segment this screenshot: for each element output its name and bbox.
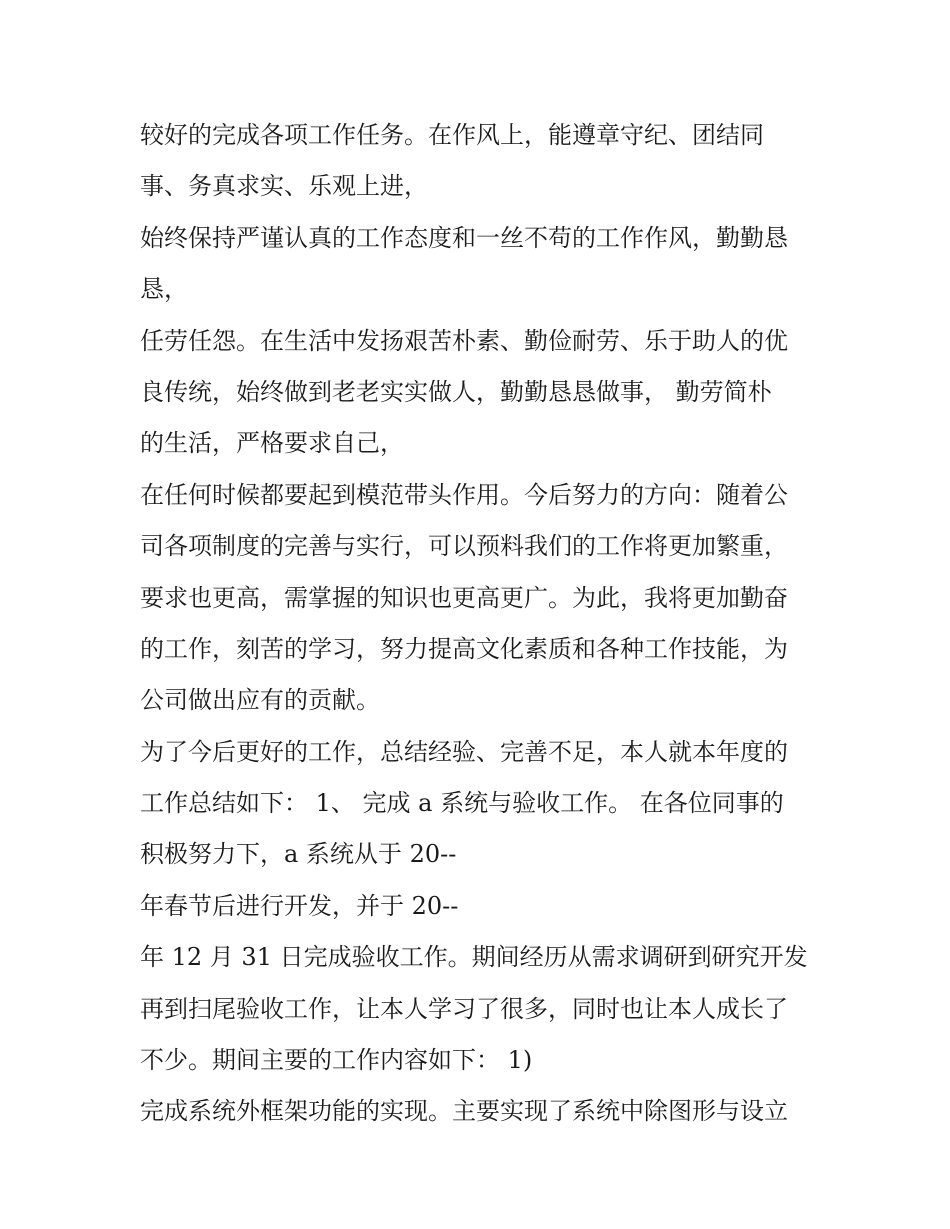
text-line: 任劳任怨。在生活中发扬艰苦朴素、勤俭耐劳、乐于助人的优 xyxy=(140,326,788,355)
text-line: 要求也更高，需掌握的知识也更高更广。为此，我将更加勤奋 xyxy=(140,583,788,612)
text-line: 司各项制度的完善与实行，可以预料我们的工作将更加繁重， xyxy=(140,532,788,561)
text-line: 年春节后进行开发，并于 20-- xyxy=(140,891,459,920)
text-line: 完成系统外框架功能的实现。主要实现了系统中除图形与设立 xyxy=(140,1097,788,1126)
text-line: 不少。期间主要的工作内容如下： 1) xyxy=(140,1046,533,1075)
text-line: 恳， xyxy=(140,275,188,304)
text-line: 工作总结如下： 1、 完成 a 系统与验收工作。 在各位同事的 xyxy=(140,789,784,818)
text-line: 公司做出应有的贡献。 xyxy=(140,686,380,715)
text-line: 较好的完成各项工作任务。在作风上，能遵章守纪、团结同 xyxy=(140,121,764,149)
text-line: 为了今后更好的工作，总结经验、完善不足，本人就本年度的 xyxy=(140,737,788,766)
text-line: 年 12 月 31 日完成验收工作。期间经历从需求调研到研究开发 xyxy=(140,943,808,972)
text-line: 再到扫尾验收工作，让本人学习了很多，同时也让本人成长了 xyxy=(140,994,788,1023)
document-text-body xyxy=(140,110,820,1138)
text-line: 事、务真求实、乐观上进， xyxy=(140,172,428,201)
text-line: 的生活，严格要求自己， xyxy=(140,429,404,458)
text-line: 始终保持严谨认真的工作态度和一丝不苟的工作作风，勤勤恳 xyxy=(140,223,788,252)
text-line: 积极努力下，a 系统从于 20-- xyxy=(140,840,457,869)
text-line: 的工作，刻苦的学习，努力提高文化素质和各种工作技能，为 xyxy=(140,634,788,663)
text-line: 在任何时候都要起到模范带头作用。今后努力的方向：随着公 xyxy=(140,480,788,509)
text-line: 良传统，始终做到老老实实做人，勤勤恳恳做事， 勤劳简朴 xyxy=(140,377,772,406)
